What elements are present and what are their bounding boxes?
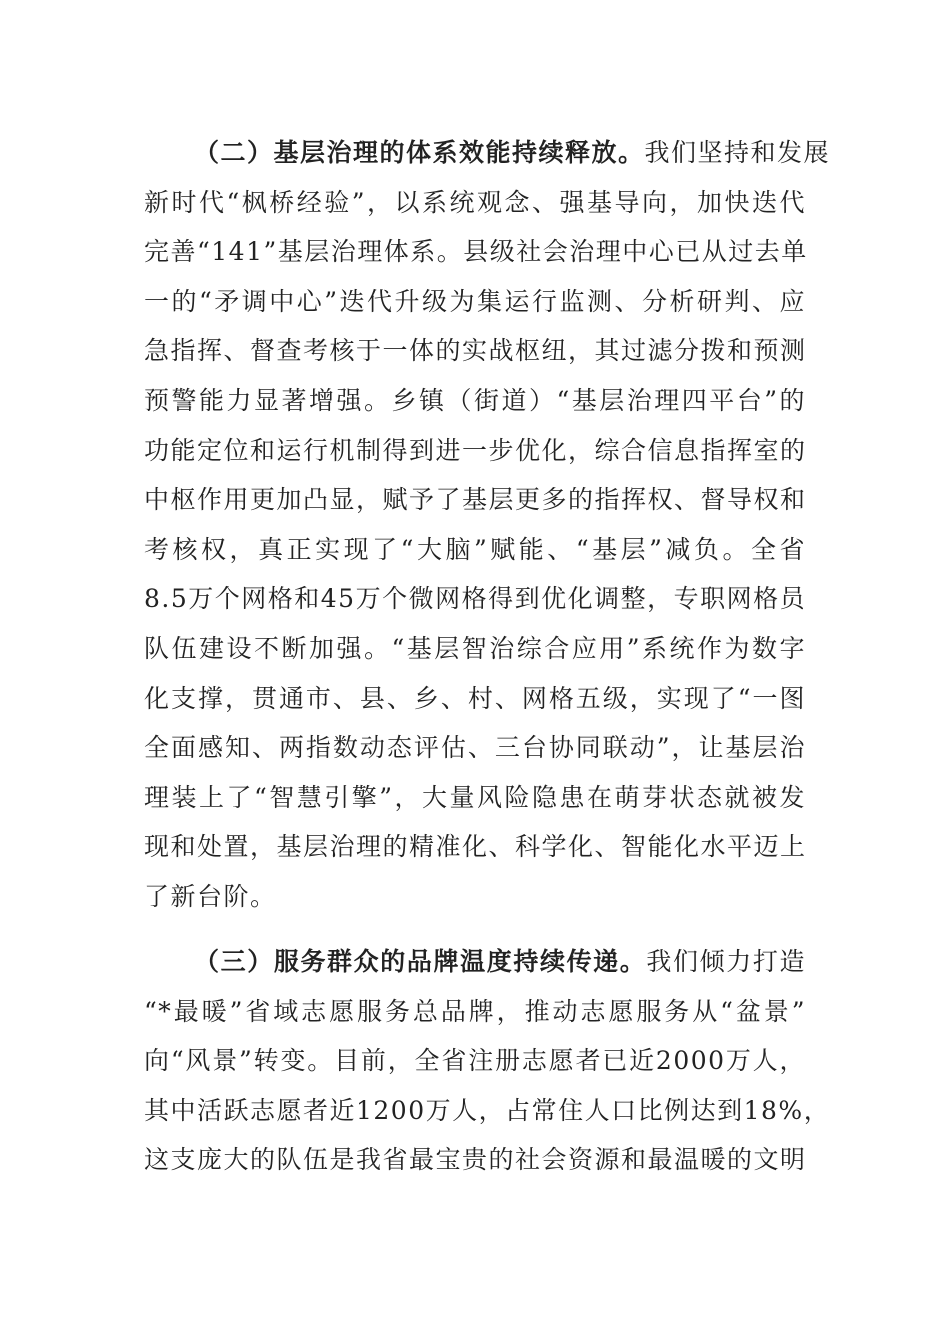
text-line: 功能定位和运行机制得到进一步优化，综合信息指挥室的 bbox=[144, 435, 807, 465]
text-line: 其中活跃志愿者近1200万人，占常住人口比例达到18%， bbox=[144, 1095, 831, 1125]
text-line: 队伍建设不断加强。“基层智治综合应用”系统作为数字 bbox=[144, 633, 806, 663]
text-line: 化支撑，贯通市、县、乡、村、网格五级，实现了“一图 bbox=[144, 683, 806, 713]
text-line: 预警能力显著增强。乡镇（街道）“基层治理四平台”的 bbox=[144, 385, 806, 415]
section-heading: （三）服务群众的品牌温度持续传递。 bbox=[194, 947, 647, 976]
text-line: 现和处置，基层治理的精准化、科学化、智能化水平迈上 bbox=[144, 832, 807, 862]
paragraph-first-line bbox=[144, 937, 806, 987]
text-line: 完善“141”基层治理体系。县级社会治理中心已从过去单 bbox=[144, 237, 808, 267]
text-line: 这支庞大的队伍是我省最宝贵的社会资源和最温暖的文明 bbox=[144, 1145, 807, 1175]
paragraph-volunteer-service bbox=[144, 937, 831, 1185]
text-line: 向“风景”转变。目前，全省注册志愿者已近2000万人， bbox=[144, 1046, 806, 1076]
paragraph-first-line bbox=[144, 128, 831, 178]
text-fragment: 我们倾力打造 bbox=[646, 947, 806, 976]
section-heading: （二）基层治理的体系效能持续释放。 bbox=[194, 138, 645, 167]
text-line: 新时代“枫桥经验”，以系统观念、强基导向，加快迭代 bbox=[144, 187, 806, 217]
text-line: “*最暖”省域志愿服务总品牌，推动志愿服务从“盆景” bbox=[144, 996, 806, 1026]
text-line: 一的“矛调中心”迭代升级为集运行监测、分析研判、应 bbox=[144, 286, 806, 316]
text-line: 了新台阶。 bbox=[144, 881, 277, 911]
text-line: 中枢作用更加凸显，赋予了基层更多的指挥权、督导权和 bbox=[144, 485, 807, 515]
text-line: 考核权，真正实现了“大脑”赋能、“基层”减负。全省 bbox=[144, 534, 806, 564]
text-line: 急指挥、督查考核于一体的实战枢纽，其过滤分拨和预测 bbox=[144, 336, 807, 366]
text-fragment: 我们坚持和发展 bbox=[644, 138, 831, 167]
text-line: 理装上了“智慧引擎”，大量风险隐患在萌芽状态就被发 bbox=[144, 782, 806, 812]
paragraph-grassroots-governance bbox=[144, 128, 831, 922]
text-line: 全面感知、两指数动态评估、三台协同联动”，让基层治 bbox=[144, 733, 806, 763]
text-line: 8.5万个网格和45万个微网格得到优化调整，专职网格员 bbox=[144, 584, 807, 614]
